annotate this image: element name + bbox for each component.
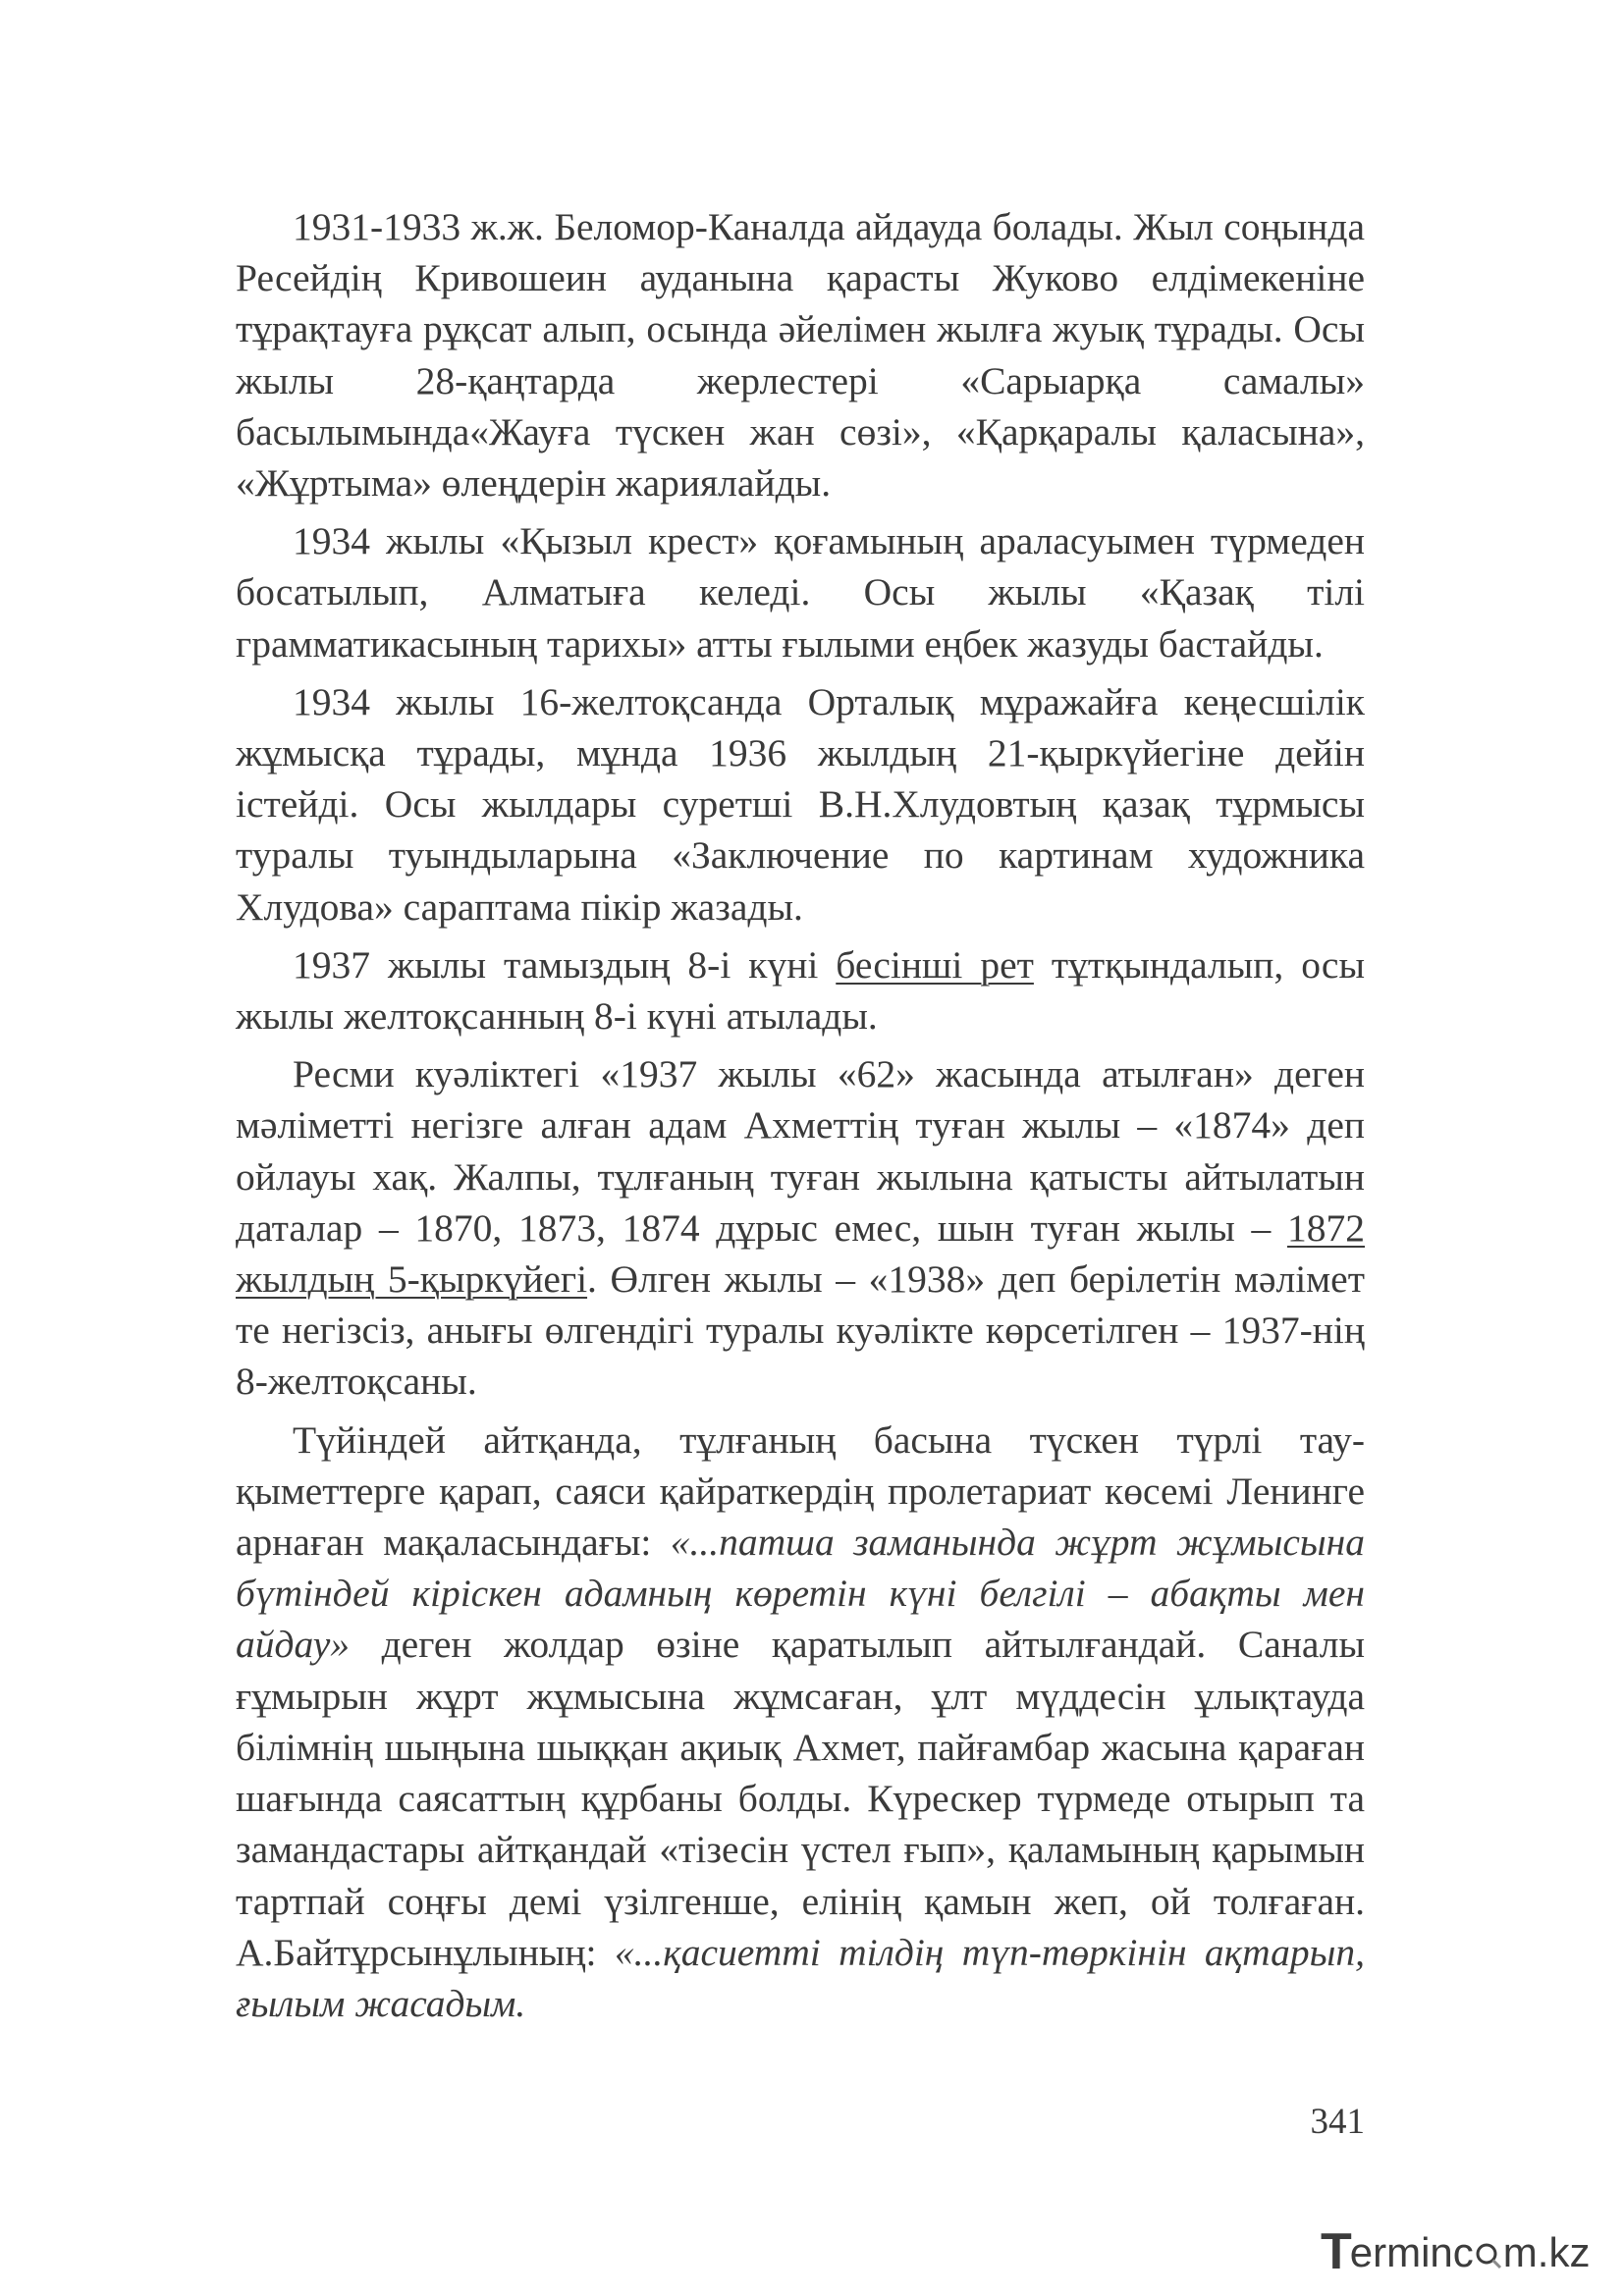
- paragraph-1937-arrest: [236, 939, 1365, 1041]
- page-body: [236, 201, 1365, 2036]
- text-segment: тұтқындалып, осы жылы желтоқсанның 8-і күні атылады.: [236, 942, 1366, 1039]
- paragraph-1934-museum: [236, 676, 1365, 933]
- watermark-text-end: m.kz: [1502, 2229, 1591, 2275]
- italic-quote: «...патша заманында жұрт жұмысына бүтіндей кіріскен адамның көретін күні белгілі – абақты мен айдау»: [236, 1521, 1365, 1667]
- underlined-text: 1872 жылдың 5-қыркүйегі: [236, 1205, 1365, 1302]
- text-segment: . Өлген жылы – «1938» деп берілетін мәлімет те негізсіз, анығы өлгендігі туралы куәлікте көрсетілген – 1937-нің 8-желтоқсаны.: [236, 1257, 1365, 1404]
- page-number: 341: [1310, 2102, 1365, 2142]
- underlined-text: бесінші рет: [836, 942, 1034, 987]
- text-segment: 1937 жылы тамыздың 8-і күні: [293, 942, 837, 987]
- text-segment: 1931-1933 ж.ж. Беломор-Каналда айдауда болады. Жыл соңында Ресейдің Кривошеин ауданына қарасты Жуково елдімекеніне тұрақтауға рұқсат алып, осында әйелімен жылға жуық тұрады. Осы жылы 28-қаңтарда жерлестері «Сарыарқа самалы» басылымында«Жауға түскен жан сөзі», «Қарқаралы қаласына», «Жұртыма» өлеңдерін жариялайды.: [236, 205, 1365, 506]
- termincom-watermark: [1321, 2220, 1615, 2279]
- text-segment: 1934 жылы 16-желтоқсанда Орталық мұражайға кеңесшілік жұмысқа тұрады, мұнда 1936 жылдың 21-қыркүйегіне дейін істейді. Осы жылдары суретші В.Н.Хлудовтың қазақ тұрмысы туралы туындыларына «Заключение по картинам художника Хлудова» сараптама пікір жазады.: [236, 679, 1365, 929]
- watermark-text-middle: erminc: [1349, 2229, 1474, 2275]
- text-segment: 1934 жылы «Қызыл крест» қоғамының араласуымен түрмеден босатылып, Алматыға келеді. Осы жылы «Қазақ тілі грамматикасының тарихы» атты ғылыми еңбек жазуды бастайды.: [236, 519, 1365, 666]
- magnifier-icon: [1474, 2233, 1503, 2263]
- text-segment: Түйіндей айтқанда, тұлғаның басына түскен түрлі тауқыметтерге қарап, саяси қайраткердің пролетариат көсемі Ленинге арнаған мақаласындағы:: [236, 1417, 1365, 1565]
- italic-quote: «...қасиетті тілдің түп-төркінін ақтарып, ғылым жасадым.: [236, 1930, 1365, 2025]
- paragraph-1934-red-cross: [236, 515, 1365, 669]
- text-segment: деген жолдар өзіне қаратылып айтылғандай. Саналы ғұмырын жұрт жұмысына жұмсаған, ұлт мүддесін ұлықтауда білімнің шыңына шыққан ақиық Ахмет, пайғамбар жасына қараған шағында саясаттың құрбаны болды. Күрескер түрмеде отырып та замандастары айтқандай «тізесін үстел ғып», қаламының қарымын тартпай соңғы демі үзілгенше, елінің қамын жеп, ой толғаған. А.Байтұрсынұлының:: [236, 1623, 1365, 1974]
- paragraph-birth-year: [236, 1048, 1365, 1407]
- paragraph-conclusion: [236, 1415, 1365, 2029]
- watermark-first-letter: T: [1321, 2223, 1352, 2280]
- text-segment: Ресми куәліктегі «1937 жылы «62» жасында атылған» деген мәліметті негізге алған адам Ахметтің туған жылы – «1874» деп ойлауы хақ. Жалпы, тұлғаның туған жылына қатысты айтылатын даталар – 1870, 1873, 1874 дұрыс емес, шын туған жылы –: [236, 1052, 1365, 1250]
- paragraph-1931: [236, 201, 1365, 508]
